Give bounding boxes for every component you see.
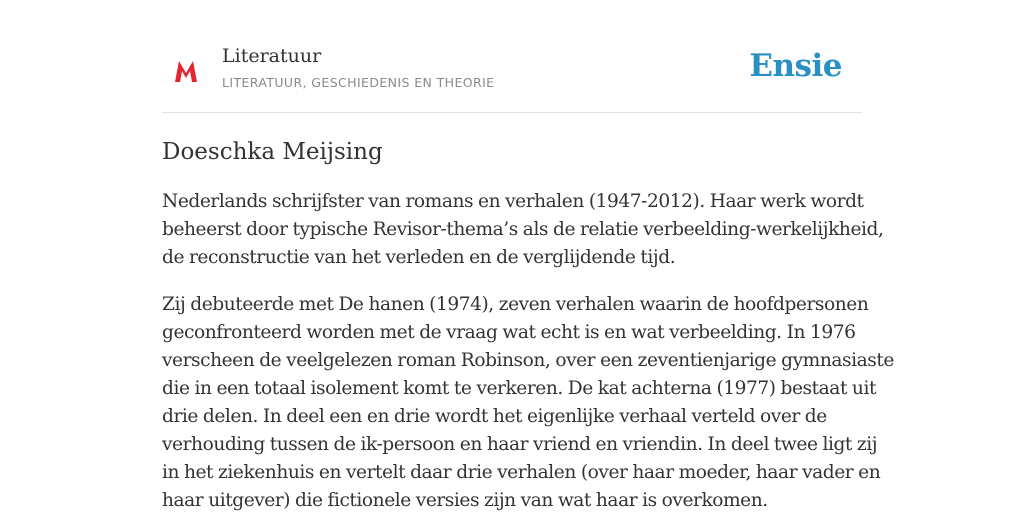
paragraph-line: geconfronteerd worden met de vraag wat echt is en wat verbeelding. In 1976 bbox=[162, 322, 856, 343]
article-paragraph-2 bbox=[162, 291, 894, 512]
paragraph-line: verscheen de veelgelezen roman Robinson, over een zeventienjarige gymnasiaste bbox=[162, 350, 894, 371]
paragraph-line: verhouding tussen de ik-persoon en haar vriend en vriendin. In deel twee ligt zij bbox=[162, 434, 878, 455]
paragraph-line: in het ziekenhuis en vertelt daar drie verhalen (over haar moeder, haar vader en bbox=[162, 462, 881, 483]
article-title: Doeschka Meijsing bbox=[162, 139, 383, 165]
paragraph-line: Nederlands schrijfster van romans en verhalen (1947-2012). Haar werk wordt bbox=[162, 191, 864, 212]
brand-logo[interactable]: Ensie bbox=[749, 48, 842, 84]
paragraph-line: die in een totaal isolement komt te verkeren. De kat achterna (1977) bestaat uit bbox=[162, 378, 876, 399]
article-paragraph-1 bbox=[162, 188, 884, 272]
paragraph-line: haar uitgever) die fictionele versies zijn van wat haar is overkomen. bbox=[162, 490, 768, 511]
site-header bbox=[162, 0, 862, 113]
paragraph-line: de reconstructie van het verleden en de verglijdende tijd. bbox=[162, 247, 676, 268]
category-subtitle: LITERATUUR, GESCHIEDENIS EN THEORIE bbox=[222, 75, 495, 90]
category-title[interactable]: Literatuur bbox=[222, 45, 322, 67]
m-logo-icon[interactable] bbox=[173, 58, 199, 84]
paragraph-line: Zij debuteerde met De hanen (1974), zeven verhalen waarin de hoofdpersonen bbox=[162, 294, 869, 315]
paragraph-line: beheerst door typische Revisor-thema’s als de relatie verbeelding-werkelijkheid, bbox=[162, 219, 884, 240]
paragraph-line: drie delen. In deel een en drie wordt het eigenlijke verhaal verteld over de bbox=[162, 406, 827, 427]
article bbox=[162, 136, 894, 512]
